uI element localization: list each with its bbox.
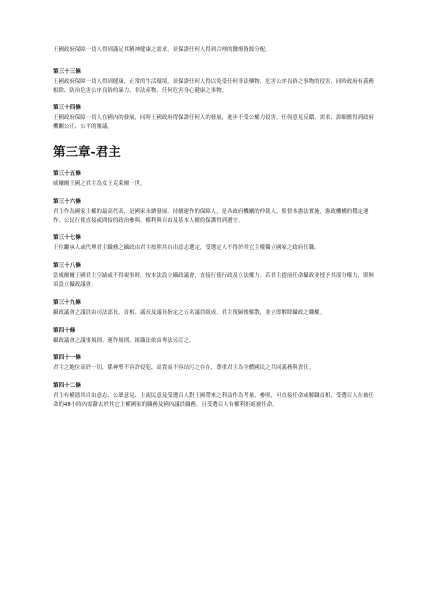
article-39 [53, 299, 376, 318]
article-text: 當威爾爾王國君主空缺或不得視事時，按本法設立攝政議會，直接行使行政及立法權力。若君主提前任命攝政並授予其部分權力，則無須設立攝政議會。 [53, 273, 374, 288]
article-35 [53, 170, 376, 189]
intro-paragraph: 王國政府保障一切人得到滿足其精神健康之需求，並保證任何人得到合理的醫療資源分配。 [53, 47, 271, 53]
article-36 [53, 198, 376, 226]
article-text: 王國政府保障一切人在國內的發展，同時王國政府得保證任何人的發展，進步不受公權力侵害，任何意見反饋、需求、訴願應得到政府機關公正、公平的審議。 [53, 115, 374, 131]
chapter-heading: 第三章-君主 [53, 143, 121, 159]
article-title: 第三十八條 [53, 263, 81, 270]
article-text: 君主有權憑其自由意志、公眾意見、主流民意及受選召人對王國帶來之利益作為考量、參照，可直接任命或解職首相，受選召人在被任命的48小時內需辭去於其它主權國家的職務及國內議員職務，且受選召人有權利拒絕被任命。 [53, 393, 374, 408]
article-text: 君主作為國家主權的最高代表，是國家永續發展、持續運作的保障人，是各政府機關的仲裁人，監督本憲法實施，憲政機構的穩定運作、公民行使直接或間接的政治參與、權利與自由及基本人權的保護得到遵守。 [53, 208, 369, 224]
article-33 [53, 68, 376, 96]
article-text: 王國政府保障一切人得到健康、正常的生活環境，並保證任何人得以免受任何非法藥物、危害公序良俗之事物的侵害，同時政府有義務根除、防治危害公序良俗的暴力、非法產物、任何危害身心健康之事物。 [53, 78, 374, 94]
article-title: 第三十六條 [53, 198, 81, 205]
article-text: 攝政議會之議事規則、運作規則、組織法依由專法另訂之。 [53, 337, 195, 344]
article-title: 第三十七條 [53, 235, 81, 242]
article-text: 威爾爾王國之君主為女王克萊爾一世。 [53, 180, 146, 187]
article-title: 第四十一條 [53, 355, 81, 362]
article-42 [53, 382, 376, 410]
article-title: 第三十五條 [53, 170, 81, 177]
article-40 [53, 327, 376, 346]
article-38 [53, 262, 376, 290]
article-text: 君主之地位高於一切，係神聖不容許侵犯、高貴而不容玷污之存在，尊重君主為全體國民之共同義務與責任。 [53, 365, 315, 372]
article-title: 第三十九條 [53, 299, 81, 306]
article-title: 第四十二條 [53, 383, 81, 390]
article-title: 第三十三條 [53, 68, 81, 75]
article-37 [53, 234, 376, 253]
article-text: 攝政議會之議員由司法部長、首相、議長及議長指定之五名議員組成。君主復歸後解散，並立即解除攝政之職權。 [53, 309, 326, 316]
article-34 [53, 104, 376, 132]
article-title: 第四十條 [53, 327, 76, 334]
article-text: 王位繼承人或代理君主職務之攝政由君主按照其自由意志選定，受選定人不得於其它主權獨立國家之政府任職。 [53, 245, 320, 252]
article-41 [53, 354, 376, 373]
article-title: 第三十四條 [53, 105, 81, 112]
